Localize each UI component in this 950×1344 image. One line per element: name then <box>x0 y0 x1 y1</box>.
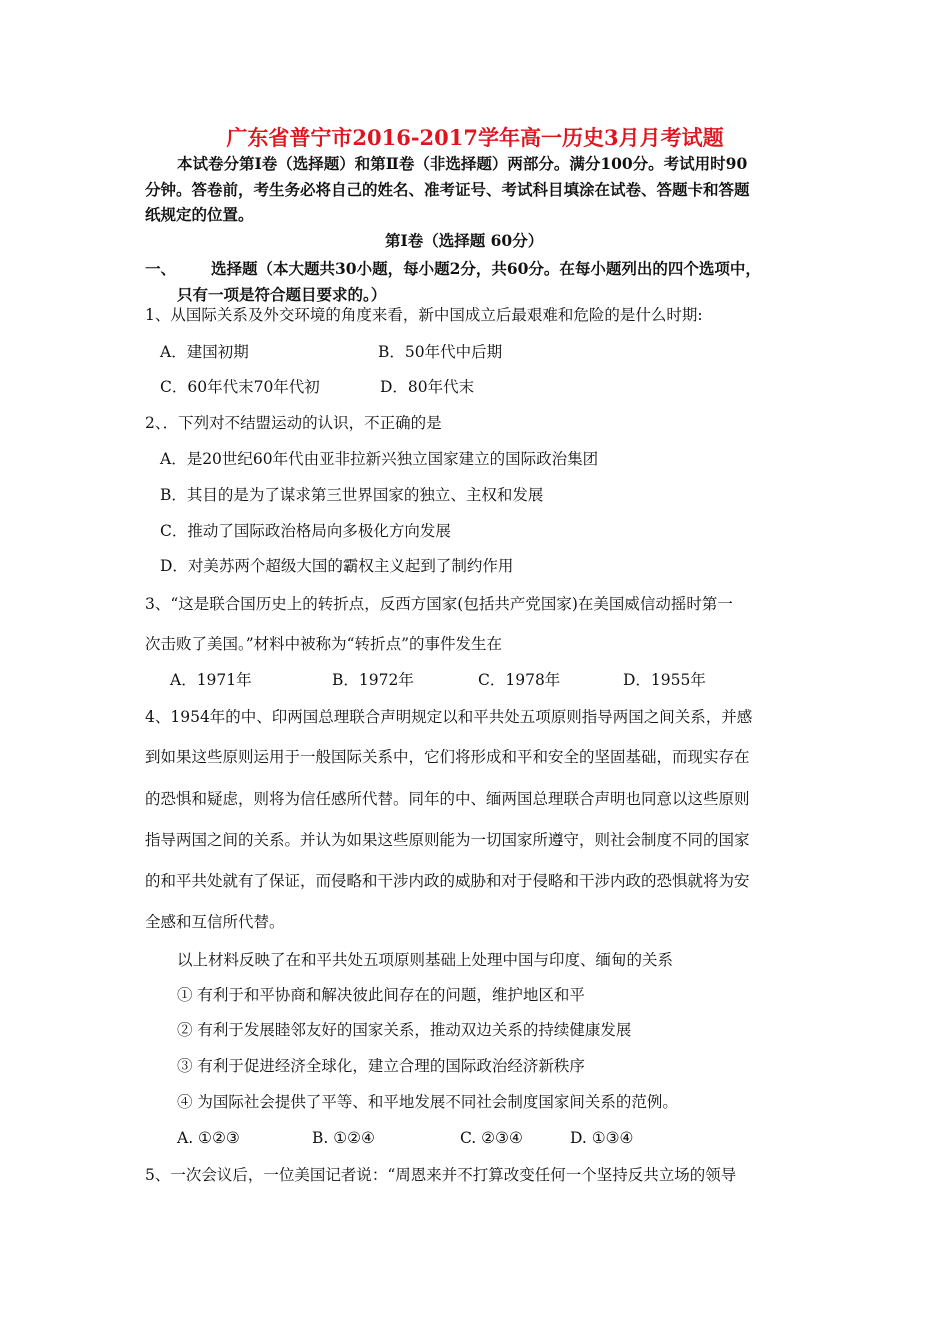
question-1-stem: 1、从国际关系及外交环境的角度来看，新中国成立后最艰难和危险的是什么时期: <box>145 306 703 324</box>
intro-line-3: 纸规定的位置。 <box>145 205 254 224</box>
question-1-option-c: C．60年代末70年代初 <box>160 378 320 396</box>
question-1-option-b: B．50年代中后期 <box>378 343 503 361</box>
section-instruction-line-2: 只有一项是符合题目要求的。） <box>177 285 387 304</box>
question-4-item-1: ① 有利于和平协商和解决彼此间存在的问题，维护地区和平 <box>177 986 585 1004</box>
question-4-option-a: A. ①②③ <box>177 1129 240 1147</box>
question-4-item-4: ④ 为国际社会提供了平等、和平地发展不同社会制度国家间关系的范例。 <box>177 1093 678 1111</box>
document-title: 广东省普宁市2016-2017学年高一历史3月月考试题 <box>226 125 724 150</box>
question-4-stem-line-1: 4、1954年的中、印两国总理联合声明规定以和平共处五项原则指导两国之间关系，并感 <box>145 708 753 726</box>
question-4-item-3: ③ 有利于促进经济全球化，建立合理的国际政治经济新秩序 <box>177 1057 585 1075</box>
question-1-option-a: A．建国初期 <box>160 343 249 361</box>
question-3-option-d: D．1955年 <box>623 671 706 689</box>
question-2-option-d: D．对美苏两个超级大国的霸权主义起到了制约作用 <box>160 557 514 575</box>
question-3-stem-line-2: 次击败了美国。”材料中被称为“转折点”的事件发生在 <box>145 635 503 653</box>
question-5-stem: 5、一次会议后，一位美国记者说：“周恩来并不打算改变任何一个坚持反共立场的领导 <box>145 1166 737 1184</box>
question-4-stem-line-5: 的和平共处就有了保证，而侵略和干涉内政的威胁和对于侵略和干涉内政的恐惧就将为安 <box>145 872 750 890</box>
question-4-stem-line-3: 的恐惧和疑虑，则将为信任感所代替。同年的中、缅两国总理联合声明也同意以这些原则 <box>145 790 750 808</box>
section-number: 一、 <box>145 259 177 278</box>
part1-header: 第Ⅰ卷（选择题 60分） <box>385 231 544 250</box>
section-instruction-line-1: 选择题（本大题共30小题，每小题2分，共60分。在每小题列出的四个选项中， <box>211 259 761 278</box>
question-4-stem-line-6: 全感和互信所代替。 <box>145 913 285 931</box>
question-3-stem-line-1: 3、“这是联合国历史上的转折点，反西方国家(包括共产党国家)在美国威信动摇时第一 <box>145 595 733 613</box>
question-4-stem-line-2: 到如果这些原则运用于一般国际关系中，它们将形成和平和安全的坚固基础，而现实存在 <box>145 748 750 766</box>
intro-line-2: 分钟。答卷前，考生务必将自己的姓名、准考证号、考试科目填涂在试卷、答题卡和答题 <box>145 180 750 199</box>
question-4-option-b: B. ①②④ <box>312 1129 375 1147</box>
question-4-item-2: ② 有利于发展睦邻友好的国家关系，推动双边关系的持续健康发展 <box>177 1021 632 1039</box>
intro-line-1: 本试卷分第Ⅰ卷（选择题）和第Ⅱ卷（非选择题）两部分。满分100分。考试用时90 <box>177 154 748 173</box>
question-2-option-a: A．是20世纪60年代由亚非拉新兴独立国家建立的国际政治集团 <box>160 450 599 468</box>
question-2-option-c: C．推动了国际政治格局向多极化方向发展 <box>160 522 451 540</box>
question-2-option-b: B．其目的是为了谋求第三世界国家的独立、主权和发展 <box>160 486 544 504</box>
question-4-option-c: C. ②③④ <box>460 1129 523 1147</box>
question-4-option-d: D. ①③④ <box>570 1129 634 1147</box>
question-3-option-b: B．1972年 <box>332 671 414 689</box>
question-4-stem-line-4: 指导两国之间的关系。并认为如果这些原则能为一切国家所遵守，则社会制度不同的国家 <box>145 831 750 849</box>
question-3-option-a: A．1971年 <box>170 671 252 689</box>
question-3-option-c: C．1978年 <box>478 671 561 689</box>
question-4-prompt: 以上材料反映了在和平共处五项原则基础上处理中国与印度、缅甸的关系 <box>177 951 674 969</box>
question-2-stem: 2、．下列对不结盟运动的认识，不正确的是 <box>145 414 442 432</box>
question-1-option-d: D．80年代末 <box>380 378 475 396</box>
